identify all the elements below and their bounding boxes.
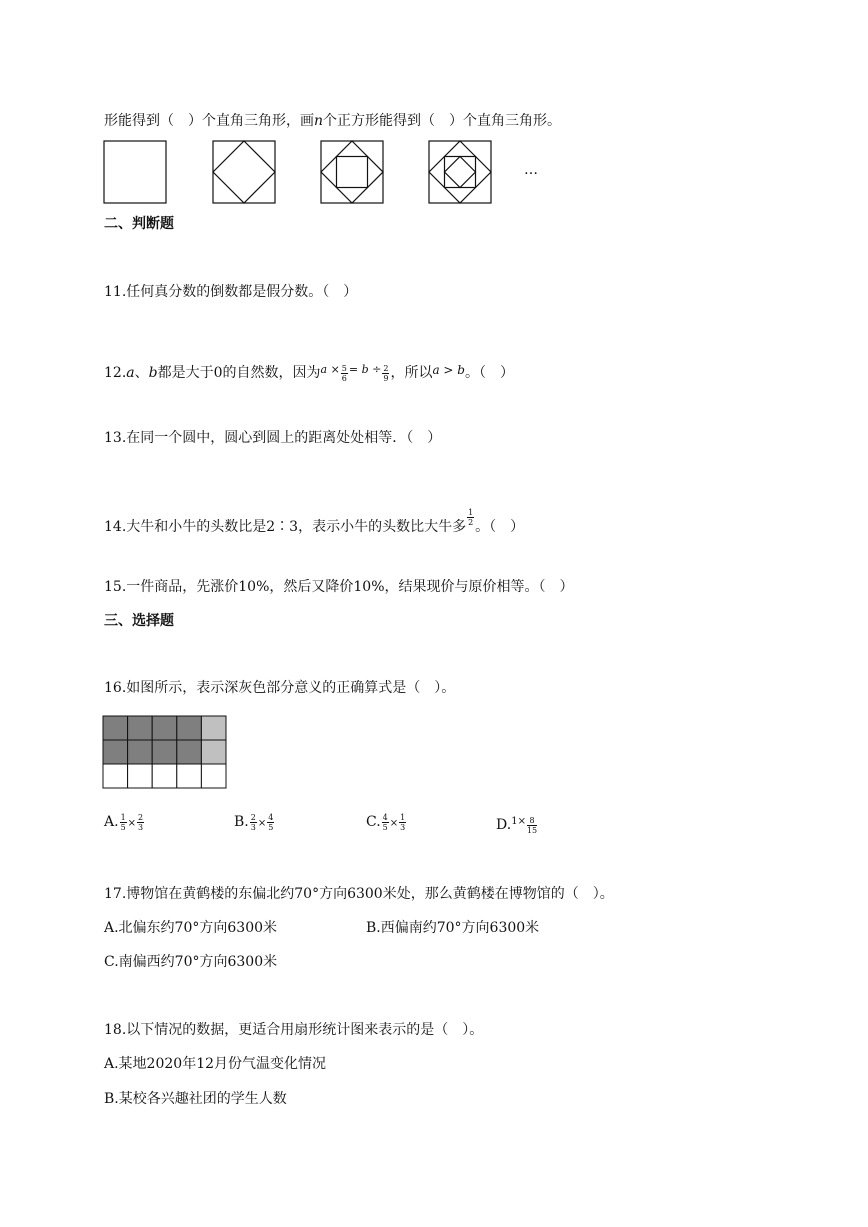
grid-cell	[103, 716, 128, 740]
q12-then: ，所以	[390, 365, 433, 381]
grid-cell	[103, 740, 128, 764]
grid-cell	[177, 764, 202, 788]
q17-option-a[interactable]: A.北偏东约70°方向6300米	[104, 920, 278, 936]
q16-shaded-grid	[102, 715, 228, 789]
q16-option-c[interactable]: C. $\frac{4}{5}$ × $\frac{1}{3}$	[366, 812, 406, 832]
grid-cell	[128, 740, 153, 764]
grid-cell	[201, 716, 226, 740]
question-12	[104, 360, 514, 383]
grid-cell	[152, 764, 177, 788]
q16-options	[104, 812, 804, 838]
q12-expr-a: a ×	[320, 363, 340, 376]
grid-cell	[128, 764, 153, 788]
q14-fraction-1-2: $\frac{1}{2}$	[468, 508, 474, 527]
q12-tail: 。（ ）	[464, 365, 514, 381]
question-17: 17.博物馆在黄鹤楼的东偏北约70°方向6300米处，那么黄鹤楼在博物馆的（ ）。	[104, 886, 614, 902]
grid-cell	[103, 764, 128, 788]
q10-text-part2: 个正方形能得到（ ）个直角三角形。	[323, 113, 562, 129]
q18-option-a[interactable]: A.某地2020年12月份气温变化情况	[104, 1056, 327, 1072]
section-title-choice: 三、选择题	[104, 613, 174, 629]
q14-text: 14.大牛和小牛的头数比是2∶3，表示小牛的头数比大牛多	[104, 519, 467, 535]
q12-fraction-5-6: $\frac{5}{6}$	[341, 363, 347, 383]
grid-cell	[152, 716, 177, 740]
q18-option-b[interactable]: B.某校各兴趣社团的学生人数	[104, 1091, 287, 1107]
grid-cell	[128, 716, 153, 740]
q14-tail: 。（ ）	[475, 519, 525, 535]
q16-option-b[interactable]: B. $\frac{2}{3}$ × $\frac{4}{5}$	[234, 812, 274, 832]
q12-fraction-2-9: $\frac{2}{9}$	[383, 363, 389, 383]
square-figure-3	[320, 140, 384, 204]
q10-text-part1: 形能得到（ ）个直角三角形，画	[104, 113, 314, 129]
q12-sep: 、	[134, 365, 149, 381]
q12-var-a: a	[126, 365, 135, 381]
q10-var-n: n	[314, 113, 324, 129]
question-11: 11.任何真分数的倒数都是假分数。（ ）	[104, 284, 358, 300]
q12-expr-eq: = b ÷	[348, 363, 382, 376]
q10-tail-line	[104, 111, 561, 131]
q12-mid: 都是大于0的自然数，因为	[157, 365, 321, 381]
q17-option-c[interactable]: C.南偏西约70°方向6300米	[104, 954, 278, 970]
section-title-judgment: 二、判断题	[104, 216, 174, 232]
question-13: 13.在同一个圆中，圆心到圆上的距离处处相等．（ ）	[104, 430, 442, 446]
question-18: 18.以下情况的数据，更适合用扇形统计图来表示的是（ ）。	[104, 1022, 484, 1038]
grid-cell	[201, 740, 226, 764]
square-figure-2	[212, 140, 276, 204]
question-14	[104, 508, 524, 537]
question-15: 15.一件商品，先涨价10%，然后又降价10%，结果现价与原价相等。（ ）	[104, 579, 574, 595]
q17-option-b[interactable]: B.西偏南约70°方向6300米	[366, 920, 540, 936]
grid-cell	[177, 740, 202, 764]
q12-var-b: b	[148, 365, 158, 381]
q12-lead: 12.	[104, 365, 127, 381]
q16-option-a[interactable]: A. $\frac{1}{5}$ × $\frac{2}{3}$	[104, 812, 144, 832]
question-16: 16.如图所示，表示深灰色部分意义的正确算式是（ ）。	[104, 680, 456, 696]
q16-option-d[interactable]: D.$^{1\times}$ $\frac{8}{15}$	[496, 815, 538, 835]
grid-cell	[201, 764, 226, 788]
q12-conclusion: a > b	[432, 363, 465, 377]
square-figure-1	[103, 140, 167, 204]
square-figure-4	[428, 140, 492, 204]
grid-cell	[177, 716, 202, 740]
grid-cell	[152, 740, 177, 764]
figure-ellipsis: …	[524, 162, 538, 178]
